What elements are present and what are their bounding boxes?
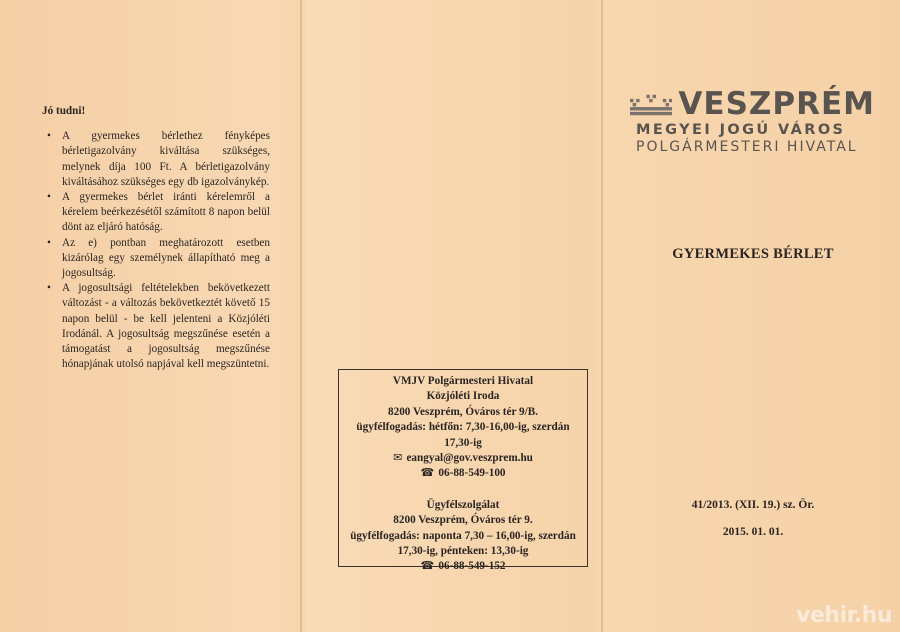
office-name: VMJV Polgármesteri Hivatal [392,375,534,387]
telephone-icon: ☎ [420,560,435,573]
phone-number-1: 06-88-549-100 [438,467,506,480]
list-item: • Az e) pontban meghatározott esetben kizárólag egy személynek állapítható meg a jogosultság. [47,236,270,280]
document-title: GYERMEKES BÉRLET [672,246,834,262]
bullet-icon: • [47,282,51,295]
regulation-reference: 41/2013. (XII. 19.) sz. Ör. [691,499,815,511]
phone-number-2: 06-88-549-152 [438,560,506,573]
info-list [38,129,270,372]
fold-line-left [300,0,302,632]
telephone-icon: ☎ [420,467,435,480]
service-address: 8200 Veszprém, Óváros tér 9. [393,514,533,527]
logo-city-name: VESZPRÉM [678,86,875,122]
crown-icon [630,90,672,120]
phone-line-2 [343,559,583,574]
contact-box [338,369,588,573]
logo-line-3: POLGÁRMESTERI HIVATAL [636,139,858,155]
effective-date: 2015. 01. 01. [722,526,784,538]
service-name: Ügyfélszolgálat [426,498,500,511]
phone-line-1 [343,466,583,481]
office-hours: ügyfélfogadás: hétfőn: 7,30-16,00-ig, szerdán 17,30-ig [356,421,570,449]
envelope-icon: ✉ [393,452,403,465]
fold-line-right [601,0,603,632]
office-address: 8200 Veszprém, Óváros tér 9/B. [388,405,538,418]
logo-line-2: MEGYEI JOGÚ VÁROS [636,122,846,138]
email-line [343,451,583,466]
bullet-icon: • [47,191,51,204]
email-address[interactable]: eangyal@gov.veszprem.hu [406,452,533,465]
left-panel-heading: Jó tudni! [42,105,86,117]
service-hours: ügyfélfogadás: naponta 7,30 – 16,00-ig, szerdán 17,30-ig, pénteken: 13,30-ig [350,529,576,558]
left-panel [38,104,270,372]
list-item: • A gyermekes bérlet iránti kérelemről a kérelem beérkezésétől számított 8 napon belül dönt az eljáró hatóság. [47,191,270,234]
list-item: • A jogosultsági feltételekben bekövetkezett változást - a változás bekövetkeztét követő 15 napon belül - be kell jelenteni a Közjóléti Irodánál. A jogosultság megszűnése esetén a támogatást a jogosultság megszűnése hónapjának utolsó napjával kell megszüntetni. [47,282,270,371]
list-item: • A gyermekes bérlethez fényképes bérletigazolvány kiváltása szükséges, melynek díja 100 Ft. A bérletigazolvány kiváltásához szükséges egy db igazolványkép. [47,130,270,188]
bullet-icon: • [47,130,51,143]
bullet-icon: • [47,236,51,249]
watermark: vehir.hu [796,603,892,628]
office-dept: Közjóléti Iroda [426,390,500,403]
city-logo [630,88,875,155]
